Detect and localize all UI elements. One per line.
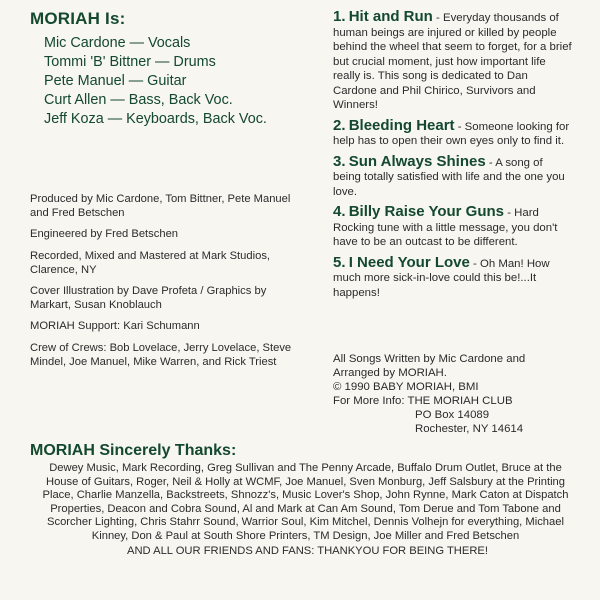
band-heading: MORIAH Is: <box>30 9 126 28</box>
track-description: - Hard Rocking tune with a little message, you don't have to be an outcast to be different. <box>333 207 558 248</box>
production-credits <box>30 192 300 376</box>
track-number: 1. <box>333 8 346 25</box>
credit-recorded: Recorded, Mixed and Mastered at Mark Studios, Clarence, NY <box>30 249 271 276</box>
thanks-heading: MORIAH Sincerely Thanks: <box>30 442 237 459</box>
member-item: Pete Manuel — Guitar <box>44 73 187 89</box>
track-item <box>333 116 573 149</box>
credit-engineered: Engineered by Fred Betschen <box>30 228 179 241</box>
credit-support: MORIAH Support: Kari Schumann <box>30 320 200 333</box>
track-title: Billy Raise Your Guns <box>348 203 505 220</box>
track-number: 3. <box>333 152 346 170</box>
copyright-line: © 1990 BABY MORIAH, BMI <box>333 381 479 393</box>
credit-cover: Cover Illustration by Dave Profeta / Graphics by Markart, Susan Knoblauch <box>30 285 267 312</box>
track-item <box>333 205 573 250</box>
thanks-closing: AND ALL OUR FRIENDS AND FANS: THANKYOU FOR BEING THERE! <box>127 544 488 557</box>
thanks-body: Dewey Music, Mark Recording, Greg Sullivan and The Penny Arcade, Buffalo Drum Outlet, Bruce at the House of Guitars, Roger, Neil & Holly at WCMF, Joe Manuel, Sven Monburg, Jeff Salsbury at the Printing Place, Charlie Manzella, Backstreets, Shnozz's, Music Lover's Shop, John Rynne, Mark Caton at Dispatch Properties, Deacon and Cobra Sound, Al and Mark at Can Am Sound, Tom Derue and Tom Tabone and Scorcher Lighting, Chris Stahrr Sound, Warrior Soul, Kim Mitchel, Dennis Volhejn for everything, Michael Kinney, Don & Paul at South Shore Printers, TM Design, Joe Miller and Fred Betschen <box>42 462 569 542</box>
address-city: Rochester, NY 14614 <box>415 423 524 435</box>
written-by: All Songs Written by Mic Cardone and Arranged by MORIAH. <box>333 353 526 379</box>
track-list <box>333 10 573 306</box>
track-description: - Someone looking for help has to open their own eyes only to find it. <box>333 120 570 147</box>
member-item: Jeff Koza — Keyboards, Back Voc. <box>44 111 267 127</box>
thanks-section <box>30 442 575 558</box>
track-description: - Oh Man! How much more sick-in-love could this be!...It happens! <box>333 257 550 299</box>
credit-crew: Crew of Crews: Bob Lovelace, Jerry Lovelace, Steve Mindel, Joe Manuel, Mike Warren, and Rick Triest <box>30 341 292 368</box>
address-po-box: PO Box 14089 <box>415 409 490 421</box>
more-info: For More Info: THE MORIAH CLUB <box>333 395 513 407</box>
track-number: 2. <box>333 116 346 134</box>
track-number: 4. <box>333 203 346 220</box>
member-item: Tommi 'B' Bittner — Drums <box>44 54 216 70</box>
track-title: Bleeding Heart <box>348 116 455 134</box>
track-item <box>333 152 573 200</box>
track-description: - A song of being totally satisfied with life and the one you love. <box>333 156 565 198</box>
track-item <box>333 253 573 301</box>
song-info <box>333 352 573 436</box>
member-item: Mic Cardone — Vocals <box>44 35 191 51</box>
track-title: I Need Your Love <box>348 253 470 271</box>
member-item: Curt Allen — Bass, Back Voc. <box>44 92 233 108</box>
track-description: - Everyday thousands of human beings are injured or killed by people behind the wheel that seem to forget, for a brief but crucial moment, just how important life really is. This song is dedicated to Dan Cardone and Phil Chirico, Survivors and Winners! <box>333 12 572 111</box>
track-title: Hit and Run <box>348 8 433 25</box>
track-number: 5. <box>333 253 346 271</box>
credit-produced: Produced by Mic Cardone, Tom Bittner, Pete Manuel and Fred Betschen <box>30 193 291 220</box>
band-lineup <box>30 10 310 129</box>
member-list <box>44 34 310 129</box>
track-title: Sun Always Shines <box>348 152 486 170</box>
track-item <box>333 10 573 113</box>
